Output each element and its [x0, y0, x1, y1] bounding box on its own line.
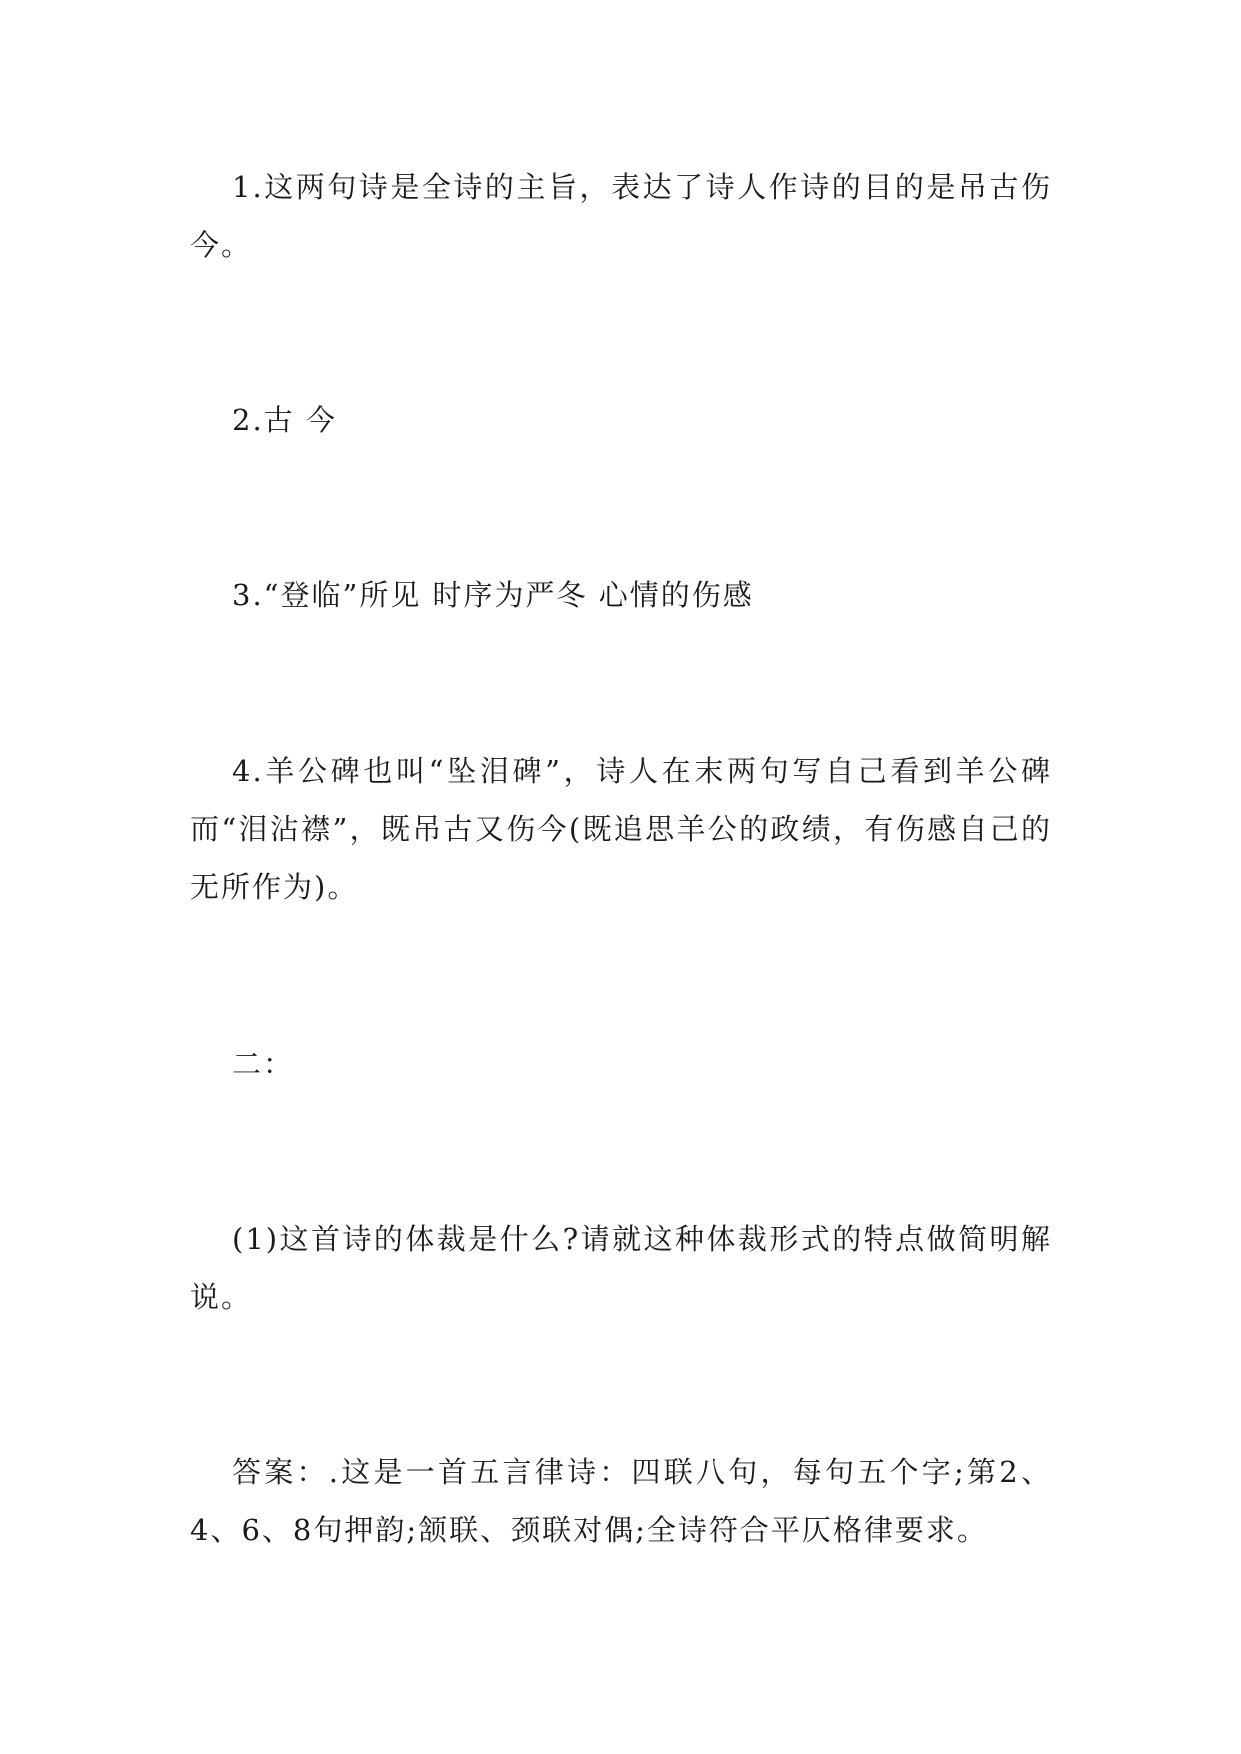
answer-item-4: 4.羊公碑也叫“坠泪碑”，诗人在末两句写自己看到羊公碑而“泪沾襟”，既吊古又伤今(既追思羊公的政绩，有伤感自己的无所作为)。 — [190, 754, 1052, 904]
answer-item-2: 2.古 今 — [232, 403, 337, 437]
question-1: (1)这首诗的体裁是什么?请就这种体裁形式的特点做简明解说。 — [190, 1222, 1052, 1314]
answer-item-3: 3.“登临”所见 时序为严冬 心情的伤感 — [232, 578, 754, 612]
section-heading-two: 二： — [232, 1047, 295, 1081]
answer-item-1: 1.这两句诗是全诗的主旨，表达了诗人作诗的目的是吊古伤今。 — [190, 170, 1052, 262]
answer-text: 答案：.这是一首五言律诗：四联八句，每句五个字;第2、4、6、8句押韵;颔联、颈联对偶;全诗符合平仄格律要求。 — [190, 1455, 1052, 1547]
